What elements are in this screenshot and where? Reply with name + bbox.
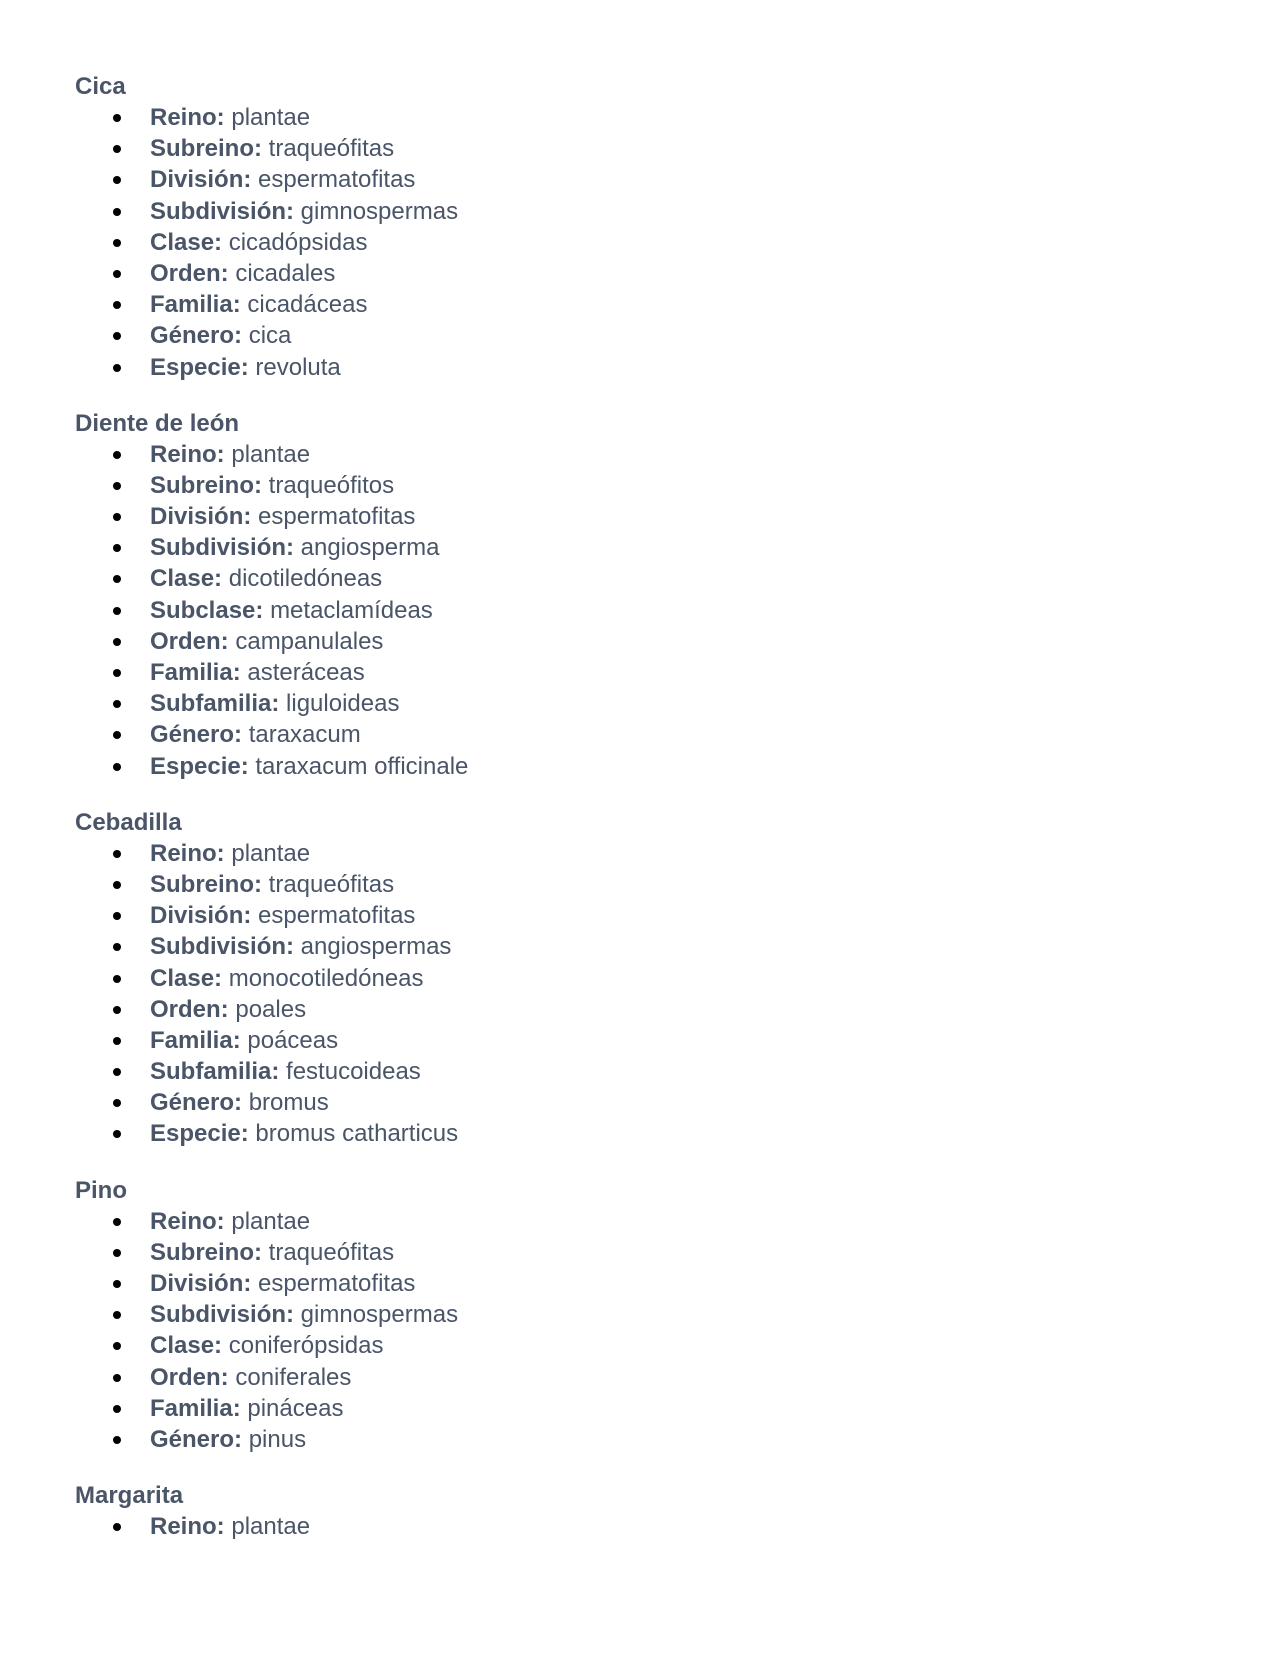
taxon-rank-label: Subdivisión: xyxy=(150,197,294,225)
taxon-value: traqueófitas xyxy=(268,870,395,898)
taxon-rank-label: Subreino: xyxy=(150,135,262,163)
taxon-value: dicotiledóneas xyxy=(228,565,383,593)
taxon-rank-label: Subfamilia: xyxy=(150,690,280,718)
taxon-rank-label: Subreino: xyxy=(150,1238,262,1266)
taxon-rank-label: Orden: xyxy=(150,627,229,655)
list-item xyxy=(75,258,1175,289)
taxon-value: taraxacum officinale xyxy=(255,752,469,780)
list-item xyxy=(75,1424,1175,1455)
list-item xyxy=(75,532,1175,563)
taxon-value: traqueófitas xyxy=(268,1238,395,1266)
plant-section xyxy=(75,808,1175,1150)
taxon-rank-label: División: xyxy=(150,503,252,531)
taxon-value: gimnospermas xyxy=(300,1301,459,1329)
taxon-rank-label: Especie: xyxy=(150,752,249,780)
list-item xyxy=(75,439,1175,470)
taxon-value: traqueófitas xyxy=(268,135,395,163)
taxon-rank-label: Especie: xyxy=(150,1120,249,1148)
taxon-value: monocotiledóneas xyxy=(228,964,424,992)
taxon-value: metaclamídeas xyxy=(270,596,433,624)
plant-section xyxy=(75,1481,1175,1542)
taxon-value: espermatofitas xyxy=(258,1270,416,1297)
taxon-value: gimnospermas xyxy=(300,197,459,225)
list-item xyxy=(75,1056,1175,1087)
taxon-value: coniferales xyxy=(235,1363,352,1391)
taxon-value: plantae xyxy=(231,839,311,867)
taxon-rank-label: División: xyxy=(150,166,252,194)
taxon-value: coniferópsidas xyxy=(228,1332,384,1360)
list-item xyxy=(75,563,1175,594)
taxon-value: pinus xyxy=(248,1425,307,1453)
list-item xyxy=(75,900,1175,931)
list-item xyxy=(75,751,1175,782)
taxon-value: angiosperma xyxy=(300,534,440,562)
taxon-rank-label: Género: xyxy=(150,1089,243,1117)
taxonomy-list xyxy=(75,102,1175,383)
taxon-value: revoluta xyxy=(255,353,341,381)
list-item xyxy=(75,719,1175,750)
taxon-rank-label: Subreino: xyxy=(150,870,262,898)
section-title: Pino xyxy=(75,1176,127,1204)
taxon-rank-label: Género: xyxy=(150,322,243,350)
list-item xyxy=(75,1268,1175,1299)
section-title: Cica xyxy=(75,73,126,100)
taxon-rank-label: Reino: xyxy=(150,1207,225,1235)
list-item xyxy=(75,1206,1175,1237)
taxon-rank-label: Subreino: xyxy=(150,471,262,499)
list-item xyxy=(75,1087,1175,1118)
taxon-rank-label: Reino: xyxy=(150,440,225,468)
taxon-value: traqueófitos xyxy=(268,471,395,499)
taxon-value: bromus catharticus xyxy=(255,1120,459,1148)
taxon-value: cicadales xyxy=(235,259,336,287)
taxon-value: plantae xyxy=(231,1513,311,1541)
taxon-rank-label: División: xyxy=(150,902,252,930)
taxon-rank-label: Reino: xyxy=(150,104,225,131)
taxonomy-list xyxy=(75,838,1175,1150)
taxon-rank-label: Clase: xyxy=(150,964,223,992)
list-item xyxy=(75,1393,1175,1424)
list-item xyxy=(75,963,1175,994)
list-item xyxy=(75,1330,1175,1361)
section-title: Diente de león xyxy=(75,409,240,437)
plant-section xyxy=(75,72,1175,383)
taxon-value: cicadáceas xyxy=(247,291,368,319)
plant-section xyxy=(75,409,1175,782)
taxonomy-list xyxy=(75,439,1175,782)
list-item xyxy=(75,352,1175,383)
list-item xyxy=(75,626,1175,657)
list-item xyxy=(75,1511,1175,1542)
list-item xyxy=(75,196,1175,227)
list-item xyxy=(75,1362,1175,1393)
list-item xyxy=(75,688,1175,719)
taxonomy-document xyxy=(75,72,1175,1568)
taxon-rank-label: Clase: xyxy=(150,228,223,256)
list-item xyxy=(75,1118,1175,1149)
taxon-value: cicadópsidas xyxy=(228,228,368,256)
taxon-value: cica xyxy=(248,322,292,350)
taxon-rank-label: Especie: xyxy=(150,353,249,381)
list-item xyxy=(75,838,1175,869)
list-item xyxy=(75,657,1175,688)
list-item xyxy=(75,102,1175,133)
taxon-value: campanulales xyxy=(235,627,384,655)
taxonomy-list xyxy=(75,1206,1175,1456)
taxon-rank-label: Familia: xyxy=(150,291,241,319)
taxon-rank-label: Clase: xyxy=(150,565,223,593)
list-item xyxy=(75,1237,1175,1268)
taxon-rank-label: Subdivisión: xyxy=(150,933,294,961)
taxon-value: asteráceas xyxy=(247,659,365,686)
taxon-rank-label: Subdivisión: xyxy=(150,534,294,562)
list-item xyxy=(75,470,1175,501)
taxon-value: espermatofitas xyxy=(258,503,416,531)
list-item xyxy=(75,164,1175,195)
taxon-value: espermatofitas xyxy=(258,902,416,930)
taxon-rank-label: Subclase: xyxy=(150,596,264,624)
taxon-value: espermatofitas xyxy=(258,166,416,194)
taxon-rank-label: Familia: xyxy=(150,1394,241,1422)
list-item xyxy=(75,1025,1175,1056)
taxon-rank-label: Familia: xyxy=(150,1026,241,1054)
list-item xyxy=(75,869,1175,900)
list-item xyxy=(75,133,1175,164)
taxon-value: plantae xyxy=(231,104,311,131)
taxon-rank-label: Orden: xyxy=(150,995,229,1023)
taxon-value: plantae xyxy=(231,1207,311,1235)
taxonomy-list xyxy=(75,1511,1175,1542)
list-item xyxy=(75,994,1175,1025)
taxon-value: taraxacum xyxy=(248,721,361,749)
taxon-rank-label: Reino: xyxy=(150,839,225,867)
taxon-value: bromus xyxy=(248,1089,329,1117)
taxon-rank-label: Subdivisión: xyxy=(150,1301,294,1329)
taxon-value: pináceas xyxy=(247,1394,344,1422)
taxon-value: liguloideas xyxy=(286,690,400,718)
taxon-rank-label: Clase: xyxy=(150,1332,223,1360)
taxon-rank-label: Reino: xyxy=(150,1513,225,1541)
taxon-rank-label: Género: xyxy=(150,721,243,749)
taxon-value: festucoideas xyxy=(286,1058,421,1086)
taxon-rank-label: Orden: xyxy=(150,1363,229,1391)
plant-section xyxy=(75,1176,1175,1456)
list-item xyxy=(75,1299,1175,1330)
taxon-rank-label: Familia: xyxy=(150,659,241,686)
taxon-rank-label: Orden: xyxy=(150,259,229,287)
taxon-value: poáceas xyxy=(247,1026,339,1054)
list-item xyxy=(75,320,1175,351)
list-item xyxy=(75,595,1175,626)
list-item xyxy=(75,227,1175,258)
list-item xyxy=(75,289,1175,320)
taxon-rank-label: División: xyxy=(150,1270,252,1297)
list-item xyxy=(75,501,1175,532)
taxon-value: angiospermas xyxy=(300,933,452,961)
section-title: Margarita xyxy=(75,1482,184,1510)
taxon-value: poales xyxy=(235,995,307,1023)
taxon-value: plantae xyxy=(231,440,311,468)
list-item xyxy=(75,931,1175,962)
section-title: Cebadilla xyxy=(75,808,182,836)
taxon-rank-label: Subfamilia: xyxy=(150,1058,280,1086)
taxon-rank-label: Género: xyxy=(150,1425,243,1453)
